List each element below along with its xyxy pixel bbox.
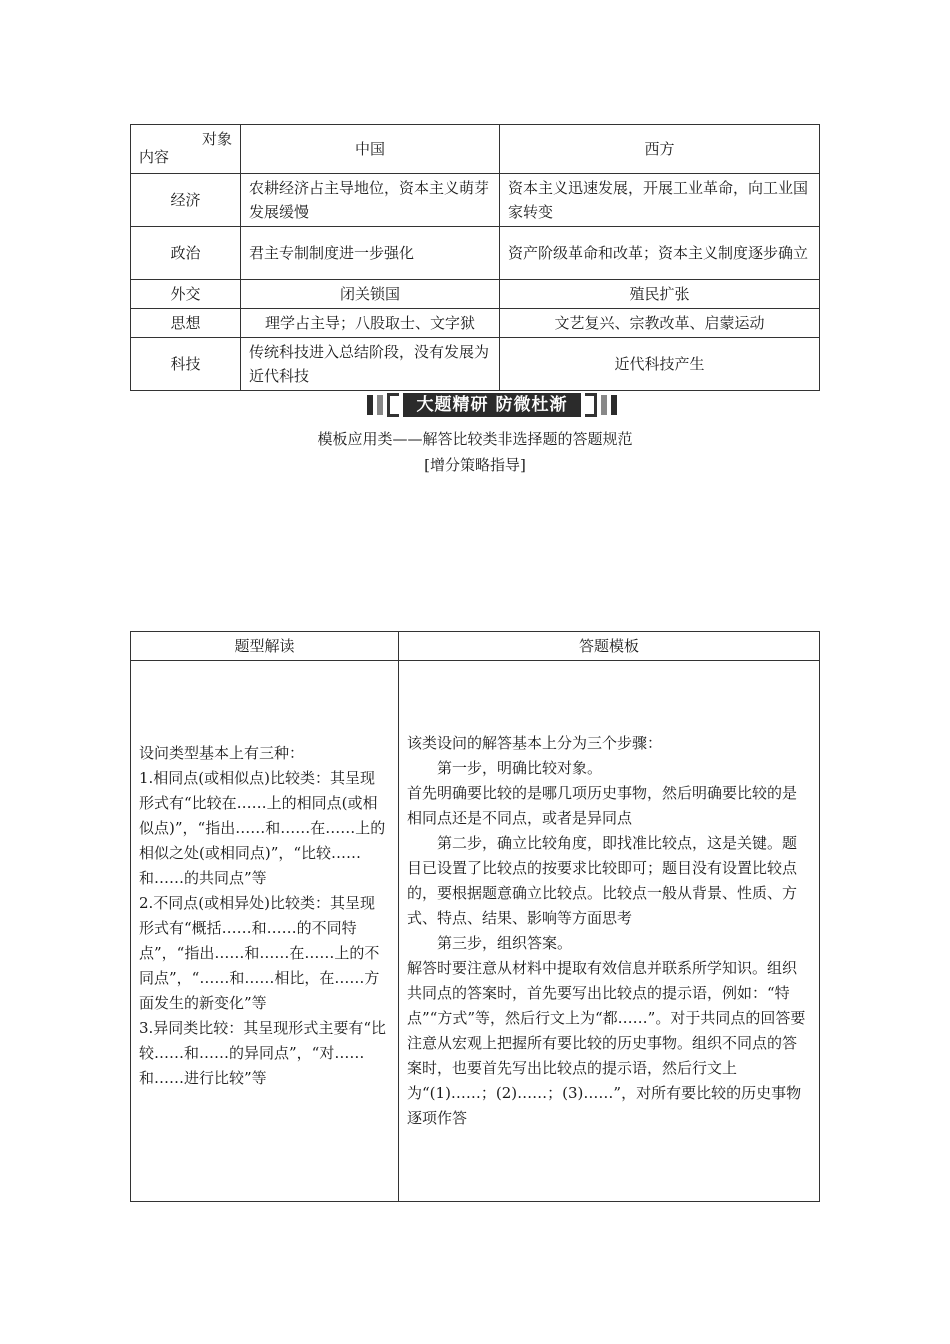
cell-west: 资产阶级革命和改革；资本主义制度逐步确立: [500, 227, 820, 280]
corner-top-label: 对象: [201, 130, 232, 148]
corner-bottom-label: 内容: [139, 148, 170, 166]
cell-china: 理学占主导；八股取士、文字狱: [241, 309, 500, 338]
cell-china: 传统科技进入总结阶段，没有发展为近代科技: [241, 338, 500, 391]
table-row: [131, 338, 820, 391]
paragraph: 第一步，明确比较对象。: [437, 759, 603, 777]
left-bracket-icon: [387, 393, 399, 417]
table-row: [131, 227, 820, 280]
cell-west: 资本主义迅速发展，开展工业革命，向工业国家转变: [500, 174, 820, 227]
paragraph: 首先明确要比较的是哪几项历史事物，然后明确要比较的是相同点还是不同点，或者是异同点: [407, 784, 798, 827]
row-label: 科技: [131, 338, 241, 391]
paragraph: 第二步，确立比较角度，即找准比较点，这是关键。题目已设置了比较点的按要求比较即可；题目没有设置比较点的，要根据题意确立比较点。比较点一般从背景、性质、方式、特点、结果、影响等方面思考: [407, 834, 798, 927]
table-header-row: [131, 125, 820, 174]
column-header-china: 中国: [241, 125, 500, 174]
paragraph: 第三步，组织答案。: [437, 934, 573, 952]
section-title: 模板应用类——解答比较类非选择题的答题规范: [317, 430, 633, 448]
template-header-row: [131, 632, 820, 661]
corner-header-cell: [131, 125, 241, 174]
template-body-row: [131, 661, 820, 1202]
banner-decoration: [611, 395, 617, 415]
banner-title: 大题精研 防微杜渐: [403, 393, 581, 417]
table-row: [131, 309, 820, 338]
comparison-table: [130, 124, 820, 391]
list-item: 1.相同点(或相似点)比较类：其呈现形式有“比较在……上的相同点(或相似点)”，“指出……和……在……上的相似之处(或相同点)”，“比较……和……的共同点”等: [139, 769, 386, 887]
header-question-type: 题型解读: [131, 632, 399, 661]
question-type-cell: [131, 661, 399, 1202]
template-table: [130, 631, 820, 1202]
cell-china: 闭关锁国: [241, 280, 500, 309]
column-header-west: 西方: [500, 125, 820, 174]
row-label: 外交: [131, 280, 241, 309]
banner-decoration: [377, 395, 383, 415]
table-row: [131, 280, 820, 309]
list-item: 3.异同类比较：其呈现形式主要有“比较……和……的异同点”，“对……和……进行比较”等: [139, 1019, 386, 1087]
list-item: 设问类型基本上有三种：: [139, 744, 305, 762]
paragraph: 该类设问的解答基本上分为三个步骤：: [407, 734, 663, 752]
section-banner: [367, 392, 617, 418]
banner-decoration: [601, 395, 607, 415]
cell-china: 农耕经济占主导地位，资本主义萌芽发展缓慢: [241, 174, 500, 227]
cell-west: 文艺复兴、宗教改革、启蒙运动: [500, 309, 820, 338]
cell-west: 近代科技产生: [500, 338, 820, 391]
header-answer-template: 答题模板: [399, 632, 820, 661]
right-bracket-icon: [585, 393, 597, 417]
table-row: [131, 174, 820, 227]
section-subtitle: [增分策略指导]: [424, 456, 526, 474]
banner-decoration: [367, 395, 373, 415]
answer-template-cell: [399, 661, 820, 1202]
cell-china: 君主专制制度进一步强化: [241, 227, 500, 280]
cell-west: 殖民扩张: [500, 280, 820, 309]
paragraph: 解答时要注意从材料中提取有效信息并联系所学知识。组织共同点的答案时，首先要写出比较点的提示语，例如：“特点”“方式”等，然后行文上为“都……”。对于共同点的回答要注意从宏观上把握所有要比较的历史事物。组织不同点的答案时，也要首先写出比较点的提示语，然后行文上为“(1)……；(2)……；(3)……”，对所有要比较的历史事物逐项作答: [407, 959, 806, 1127]
list-item: 2.不同点(或相异处)比较类：其呈现形式有“概括……和……的不同特点”，“指出……和……在……上的不同点”，“……和……相比，在……方面发生的新变化”等: [139, 894, 380, 1012]
row-label: 政治: [131, 227, 241, 280]
row-label: 经济: [131, 174, 241, 227]
row-label: 思想: [131, 309, 241, 338]
